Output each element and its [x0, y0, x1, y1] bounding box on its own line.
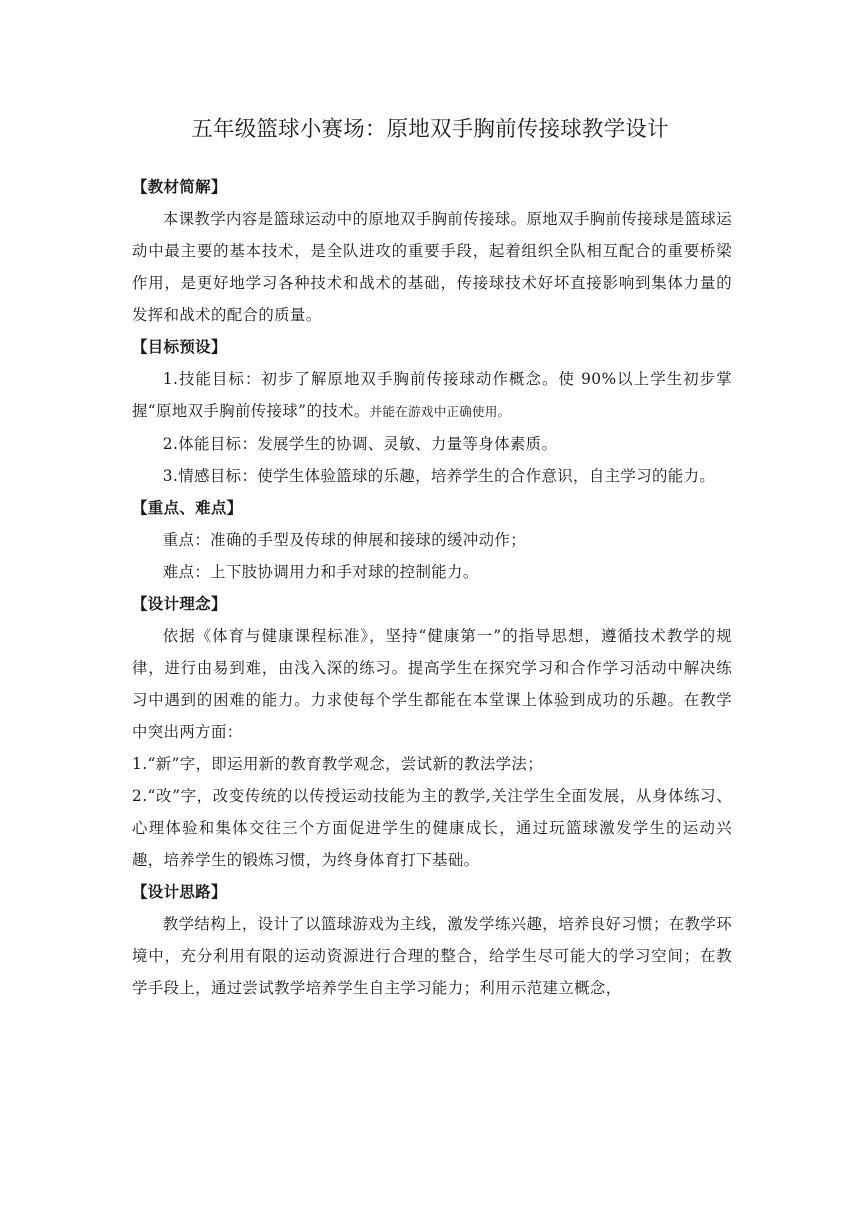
concept-paragraph: 依据《体育与健康课程标准》，坚持“健康第一”的指导思想，遵循技术教学的规律，进行由易到难，由浅入深的练习。提高学生在探究学习和合作学习活动中解决练习中遇到的困难的能力。力求使每个学生都能在本堂课上体验到成功的乐趣。在教学中突出两方面：: [132, 627, 732, 741]
goal-emotion: 3.情感目标：使学生体验篮球的乐趣，培养学生的合作意识，自主学习的能力。: [162, 467, 716, 485]
goal-skill-main: 1.技能目标：初步了解原地双手胸前传接球动作概念。使 90%以上学生初步掌握“原地双手胸前传接球”的技术。: [132, 370, 732, 420]
goal-skill: [132, 363, 732, 428]
goal-skill-note: 并能在游戏中正确使用。: [369, 404, 511, 419]
key-point: 重点：准确的手型及传球的伸展和接球的缓冲动作；: [162, 531, 526, 549]
section-heading-concept: 【设计理念】: [132, 595, 227, 613]
section-heading-key: 【重点、难点】: [132, 499, 243, 517]
intro-paragraph: 本课教学内容是篮球运动中的原地双手胸前传接球。原地双手胸前传接球是篮球运动中最主要的基本技术，是全队进攻的重要手段，起着组织全队相互配合的重要桥梁作用，是更好地学习各种技术和战术的基础，传接球技术好坏直接影响到集体力量的发挥和战术的配合的质量。: [132, 210, 732, 324]
concept-item-new: 1.“新”字，即运用新的教育教学观念，尝试新的教法学法；: [132, 755, 543, 773]
section-heading-approach: 【设计思路】: [132, 883, 227, 901]
concept-item-change: 2.“改”字，改变传统的以传授运动技能为主的教学,关注学生全面发展，从身体练习、心理体验和集体交往三个方面促进学生的健康成长，通过玩篮球激发学生的运动兴趣，培养学生的锻炼习惯，为终身体育打下基础。: [132, 787, 732, 869]
document-body: [132, 171, 732, 1004]
approach-paragraph: 教学结构上，设计了以篮球游戏为主线，激发学练兴趣，培养良好习惯；在教学环境中，充分利用有限的运动资源进行合理的整合，给学生尽可能大的学习空间；在教学手段上，通过尝试教学培养学生自主学习能力；利用示范建立概念，: [132, 915, 732, 997]
difficult-point: 难点：上下肢协调用力和手对球的控制能力。: [162, 563, 479, 581]
section-heading-goals: 【目标预设】: [132, 338, 227, 356]
document-title: 五年级篮球小赛场：原地双手胸前传接球教学设计: [191, 117, 669, 142]
section-heading-intro: 【教材简解】: [132, 178, 227, 196]
goal-fitness: 2.体能目标：发展学生的协调、灵敏、力量等身体素质。: [162, 435, 558, 453]
